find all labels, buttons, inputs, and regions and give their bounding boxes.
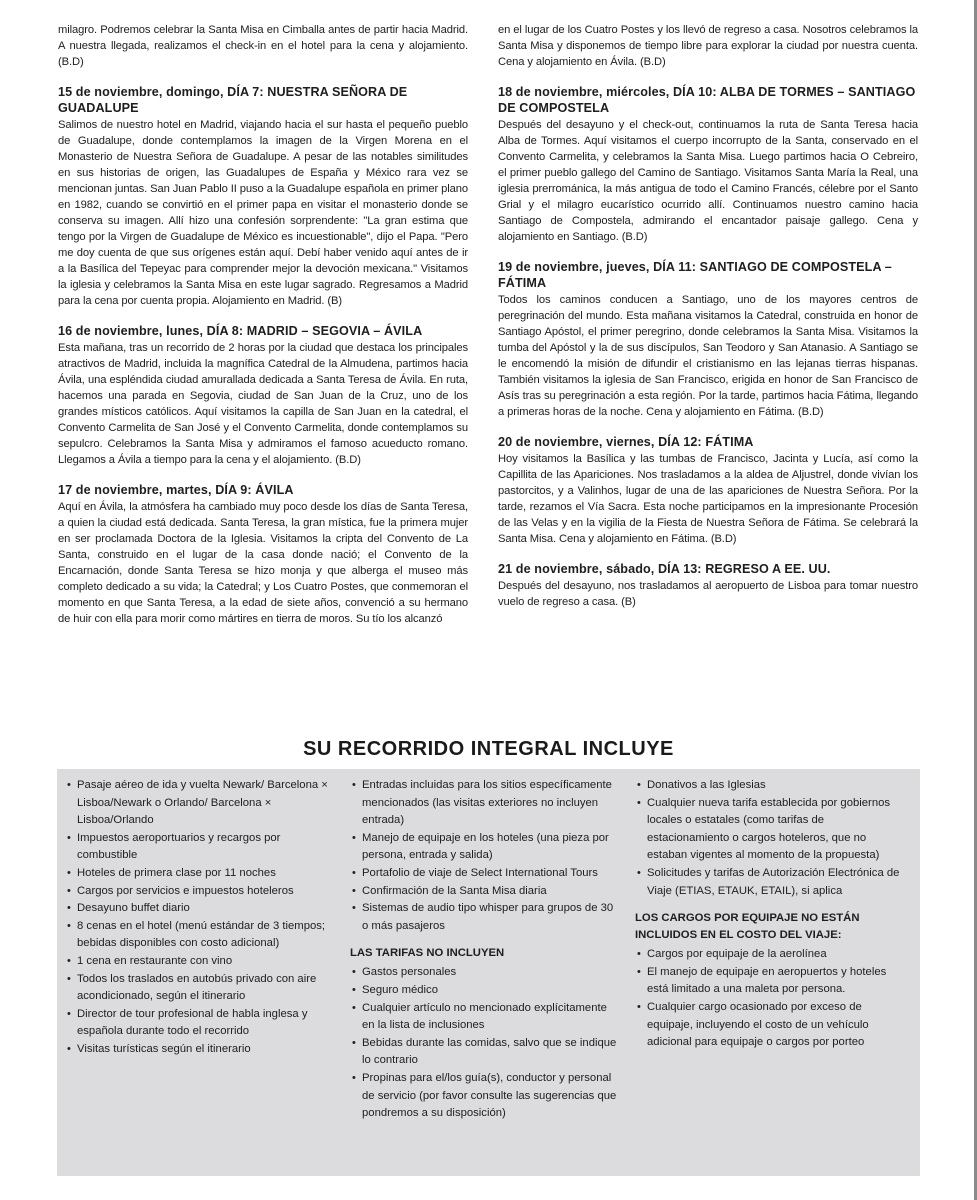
list-item: • Donativos a las Iglesias (635, 777, 907, 795)
inclusions-column-2 (350, 777, 618, 1123)
day-12-paragraph: Hoy visitamos la Basílica y las tumbas de Francisco, Jacinta y Lucía, así como la Capillita de las Apariciones. Nos trasladamos a la aldea de Aljustrel, donde vivían los pastorcitos, y a Valinhos, lugar de una de las apariciones de Nuestra Señora. Por la tarde, rezamos el Vía Sacra. Esta noche participamos en la impresionante Procesión de las Velas y en la vigilia de la Fiesta de Nuestra Señora de Fátima. Se celebrará la Santa Misa. Cena y alojamiento en Fátima. (B.D) (498, 453, 918, 545)
not-included-list (350, 964, 618, 1122)
day-11-heading: 19 de noviembre, jueves, DÍA 11: SANTIAGO DE COMPOSTELA – FÁTIMA (498, 260, 892, 290)
list-item: • Desayuno buffet diario (65, 900, 333, 918)
inclusions-title: SU RECORRIDO INTEGRAL INCLUYE (303, 738, 674, 760)
inclusions-box (57, 769, 920, 1176)
list-item: • Cualquier artículo no mencionado explícitamente en la lista de inclusiones (350, 1000, 618, 1035)
list-item: • Bebidas durante las comidas, salvo que se indique lo contrario (350, 1035, 618, 1070)
day-13-paragraph: Después del desayuno, nos trasladamos al aeropuerto de Lisboa para tomar nuestro vuelo de regreso a casa. (B) (498, 580, 918, 608)
day-8-heading: 16 de noviembre, lunes, DÍA 8: MADRID – SEGOVIA – ÁVILA (58, 324, 423, 338)
day-8-paragraph: Esta mañana, tras un recorrido de 2 horas por la ciudad que destaca los principales atractivos de Madrid, incluida la magnífica Catedral de la Almudena, partimos hacia Ávila, una espléndida ciudad amurallada dedicada a Santa Teresa de Ávila. En ruta, hacemos una parada en Segovia, ciudad de San Juan de la Cruz, uno de los grandes místicos católicos. Aquí visitamos la capilla de San Juan en la catedral, el Convento Carmelita de San José y el Convento Carmelita, donde contemplamos su sepulcro. Celebramos la Santa Misa y admiramos el famoso acueducto romano. Llegamos a Ávila a tiempo para la cena y el alojamiento. (B.D) (58, 342, 468, 466)
list-item: • Visitas turísticas según el itinerario (65, 1041, 333, 1059)
left-intro-paragraph: milagro. Podremos celebrar la Santa Misa en Cimballa antes de partir hacia Madrid. A nuestra llegada, realizamos el check-in en el hotel para la cena y alojamiento. (B.D) (58, 24, 468, 68)
list-item: • Hoteles de primera clase por 11 noches (65, 865, 333, 883)
list-item: • El manejo de equipaje en aeropuertos y hoteles está limitado a una maleta por persona. (635, 964, 907, 999)
included-list-1 (65, 777, 333, 1059)
list-item: • Gastos personales (350, 964, 618, 982)
list-item: • Director de tour profesional de habla inglesa y española durante todo el recorrido (65, 1006, 333, 1041)
day-7-paragraph: Salimos de nuestro hotel en Madrid, viajando hacia el sur hasta el pequeño pueblo de Guadalupe, donde contemplamos la imagen de la Virgen Morena en el Monasterio de Nuestra Señora de Guadalupe. A pesar de las notables similitudes en sus historias de origen, las Guadalupes de España y México rara vez se mencionan juntas. San Juan Pablo II puso a la Guadalupe española en primer plano en 1982, cuando se convirtió en el primer papa en visitar el monasterio donde se conserva su imagen. Allí hizo una confesión sorprendente: "La gran estima que tengo por la Virgen de Guadalupe de México es incuestionable", dijo el Papa. "Pero me doy cuenta de que sus orígenes están aquí. Debí haber venido aquí antes de ir a la Basílica del Tepeyac para comprender mejor la devoción mexicana." Visitamos la iglesia y celebramos la Santa Misa en este lugar sagrado. Regresamos a Madrid para la cena por cuenta propia. Alojamiento en Madrid. (B) (58, 119, 468, 307)
day-9-section (58, 482, 468, 627)
list-item: • Portafolio de viaje de Select International Tours (350, 865, 618, 883)
inclusions-column-1 (65, 777, 333, 1059)
day-13-section (498, 561, 918, 610)
list-item: • Manejo de equipaje en los hoteles (una pieza por persona, entrada y salida) (350, 830, 618, 865)
list-item: • Cualquier cargo ocasionado por exceso de equipaje, incluyendo el costo de un vehículo adicional para equipaje o cargos por porteo (635, 999, 907, 1052)
day-10-paragraph: Después del desayuno y el check-out, continuamos la ruta de Santa Teresa hacia Alba de Tormes. Aquí visitamos el cuerpo incorrupto de la Santa, conservado en el Convento Carmelita, y celebramos la Santa Misa. Luego partimos hacia O Cebreiro, el primer pueblo gallego del Camino de Santiago. Visitamos Santa María la Real, una iglesia prerrománica, la más antigua de todo el Camino Francés, célebre por el Santo Grial y el milagro eucarístico ocurrido allí. Continuamos nuestro camino hacia Santiago de Compostela, admirando el encantador paisaje gallego. Cena y alojamiento en Santiago. (B.D) (498, 119, 918, 243)
day-9-heading: 17 de noviembre, martes, DÍA 9: ÁVILA (58, 483, 294, 497)
day-13-heading: 21 de noviembre, sábado, DÍA 13: REGRESO A EE. UU. (498, 562, 831, 576)
list-item: • Cargos por equipaje de la aerolínea (635, 946, 907, 964)
baggage-list (635, 946, 907, 1052)
day-10-heading: 18 de noviembre, miércoles, DÍA 10: ALBA DE TORMES – SANTIAGO DE COMPOSTELA (498, 85, 916, 115)
list-item: • Solicitudes y tarifas de Autorización Electrónica de Viaje (ETIAS, ETAUK, ETAIL), si aplica (635, 865, 907, 900)
list-item: • Pasaje aéreo de ida y vuelta Newark/ Barcelona × Lisboa/Newark o Orlando/ Barcelona × Lisboa/Orlando (65, 777, 333, 830)
right-intro-paragraph: en el lugar de los Cuatro Postes y los llevó de regreso a casa. Nosotros celebramos la Santa Misa y disponemos de tiempo libre para explorar la ciudad por nuestra cuenta. Cena y alojamiento en Ávila. (B.D) (498, 24, 918, 68)
list-item: • Cualquier nueva tarifa establecida por gobiernos locales o estatales (como tarifas de estacionamiento o cargos hoteleros, que no estaban vigentes al momento de la propuesta) (635, 795, 907, 865)
day-7-section (58, 84, 468, 309)
list-item: • Cargos por servicios e impuestos hoteleros (65, 883, 333, 901)
day-10-section (498, 84, 918, 245)
not-included-heading: LAS TARIFAS NO INCLUYEN (350, 947, 505, 960)
inclusions-column-3 (635, 777, 907, 1052)
day-11-section (498, 259, 918, 420)
list-item: • Impuestos aeroportuarios y recargos por combustible (65, 830, 333, 865)
left-column (58, 22, 468, 627)
right-column (498, 22, 918, 610)
day-9-paragraph: Aquí en Ávila, la atmósfera ha cambiado muy poco desde los días de Santa Teresa, a quien la ciudad está dedicada. Santa Teresa, la gran mística, fue la primera mujer en ser proclamada Doctora de la Iglesia. Visitamos la cripta del Convento de La Santa, construido en el lugar de la casa donde nació; el Convento de la Encarnación, donde Santa Teresa se hizo monja y que alberga el museo más completo dedicado a su vida; la Catedral; y Los Cuatro Postes, que conmemoran el momento en que Santa Teresa, a la edad de siete años, convenció a su hermano de huir con ella para morir como mártires en tierra de moros. Su tío los alcanzó (58, 501, 468, 625)
day-12-section (498, 434, 918, 547)
day-7-heading: 15 de noviembre, domingo, DÍA 7: NUESTRA SEÑORA DE GUADALUPE (58, 85, 408, 115)
list-item: • Entradas incluidas para los sitios específicamente mencionados (las visitas exteriores no incluyen entrada) (350, 777, 618, 830)
list-item: • 1 cena en restaurante con vino (65, 953, 333, 971)
list-item: • Todos los traslados en autobús privado con aire acondicionado, según el itinerario (65, 971, 333, 1006)
list-item: • Confirmación de la Santa Misa diaria (350, 883, 618, 901)
included-list-2 (350, 777, 618, 935)
day-8-section (58, 323, 468, 468)
day-11-paragraph: Todos los caminos conducen a Santiago, uno de los mayores centros de peregrinación del mundo. Esta mañana visitamos la Catedral, construida en honor de Santiago Apóstol, el primer peregrino, donde celebramos la Santa Misa. Visitamos la tumba del Apóstol y la de sus discípulos, San Teodoro y San Atanasio. A Santiago se le encomendó la misión de difundir el cristianismo en las lejanas tierras hispanas. También visitamos la iglesia de San Francisco, erigida en honor de San Francisco de Asís tras su peregrinación a esta región. Por la tarde, partimos hacia Fátima, llegando a primeras horas de la noche. Cena y alojamiento en Fátima. (B.D) (498, 294, 918, 418)
list-item: • Propinas para el/los guía(s), conductor y personal de servicio (por favor consulte las sugerencias que pondremos a su disposición) (350, 1070, 618, 1123)
list-item: • 8 cenas en el hotel (menú estándar de 3 tiempos; bebidas disponibles con costo adicional) (65, 918, 333, 953)
baggage-heading: LOS CARGOS POR EQUIPAJE NO ESTÁN INCLUIDOS EN EL COSTO DEL VIAJE: (635, 912, 860, 942)
day-12-heading: 20 de noviembre, viernes, DÍA 12: FÁTIMA (498, 435, 754, 449)
exclusions-list (635, 777, 907, 900)
list-item: • Sistemas de audio tipo whisper para grupos de 30 o más pasajeros (350, 900, 618, 935)
list-item: • Seguro médico (350, 982, 618, 1000)
